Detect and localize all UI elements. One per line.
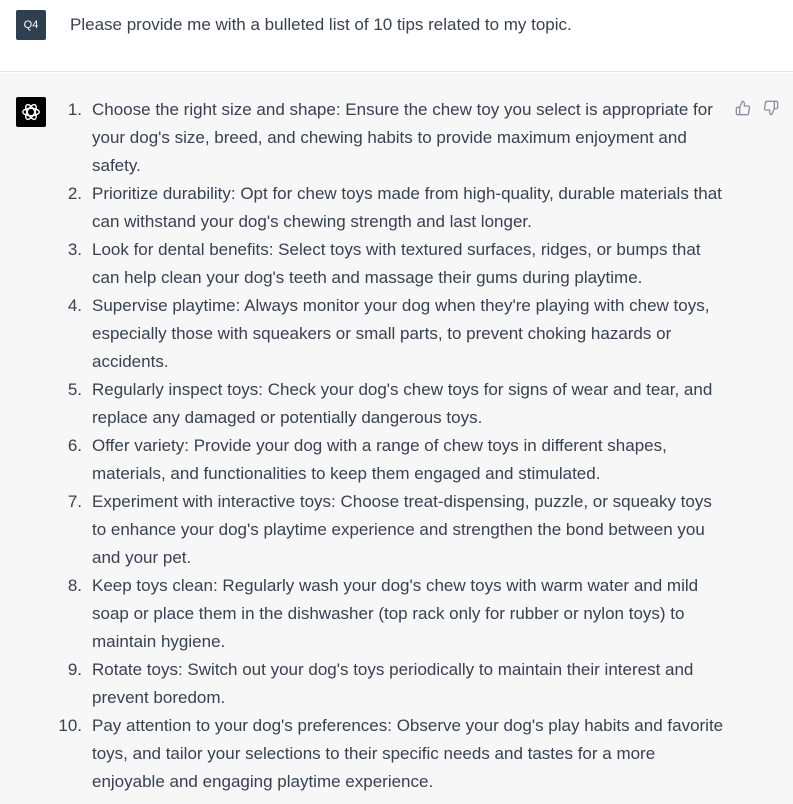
list-item: [56, 180, 728, 236]
list-item-number: 3.: [67, 240, 82, 259]
list-item-text: Rotate toys: Switch out your dog's toys periodically to maintain their interest and prevent boredom.: [92, 660, 694, 707]
list-item: [56, 432, 728, 488]
openai-logo-icon: [16, 97, 46, 127]
list-item-text: Pay attention to your dog's preferences: Observe your dog's play habits and favorite toys, and tailor your selections to their specific needs and tastes for a more enjoyable and engaging playtime experience.: [92, 716, 724, 791]
list-item-number: 5.: [67, 380, 82, 399]
list-item: [56, 712, 728, 796]
list-item-text: Offer variety: Provide your dog with a range of chew toys in different shapes, materials, and functionalities to keep them engaged and stimulated.: [92, 436, 667, 483]
list-item: [56, 376, 728, 432]
list-item-number: 6.: [67, 436, 82, 455]
list-item-number: 7.: [67, 492, 82, 511]
list-item-number: 1.: [67, 100, 82, 119]
list-item: [56, 488, 728, 572]
user-message-text: Please provide me with a bulleted list of 10 tips related to my topic.: [70, 15, 572, 34]
list-item-text: Prioritize durability: Opt for chew toys made from high-quality, durable materials that can withstand your dog's chewing strength and last longer.: [92, 184, 722, 231]
list-item: [56, 236, 728, 292]
tips-list: [56, 96, 728, 796]
list-item-text: Look for dental benefits: Select toys with textured surfaces, ridges, or bumps that can help clean your dog's teeth and massage their gums during playtime.: [92, 240, 701, 287]
list-item: [56, 96, 728, 180]
list-item-text: Supervise playtime: Always monitor your dog when they're playing with chew toys, especially those with squeakers or small parts, to prevent choking hazards or accidents.: [92, 296, 710, 371]
list-item: [56, 656, 728, 712]
list-item-text: Choose the right size and shape: Ensure the chew toy you select is appropriate for your dog's size, breed, and chewing habits to provide maximum enjoyment and safety.: [92, 100, 713, 175]
list-item: [56, 572, 728, 656]
thumbs-up-icon[interactable]: [734, 99, 752, 117]
list-item-number: 2.: [67, 184, 82, 203]
user-avatar: Q4: [16, 10, 46, 40]
list-item-text: Experiment with interactive toys: Choose treat-dispensing, puzzle, or squeaky toys to enhance your dog's playtime experience and strengthen the bond between you and your pet.: [92, 492, 712, 567]
list-item-number: 10.: [58, 716, 82, 735]
user-message: [0, 0, 793, 72]
list-item-number: 9.: [67, 660, 82, 679]
thumbs-down-icon[interactable]: [762, 99, 780, 117]
list-item-text: Regularly inspect toys: Check your dog's chew toys for signs of wear and tear, and replace any damaged or potentially dangerous toys.: [92, 380, 713, 427]
list-item-number: 4.: [67, 296, 82, 315]
assistant-message: [0, 73, 793, 804]
list-item-text: Keep toys clean: Regularly wash your dog's chew toys with warm water and mild soap or place them in the dishwasher (top rack only for rubber or nylon toys) to maintain hygiene.: [92, 576, 699, 651]
list-item: [56, 292, 728, 376]
list-item-number: 8.: [67, 576, 82, 595]
